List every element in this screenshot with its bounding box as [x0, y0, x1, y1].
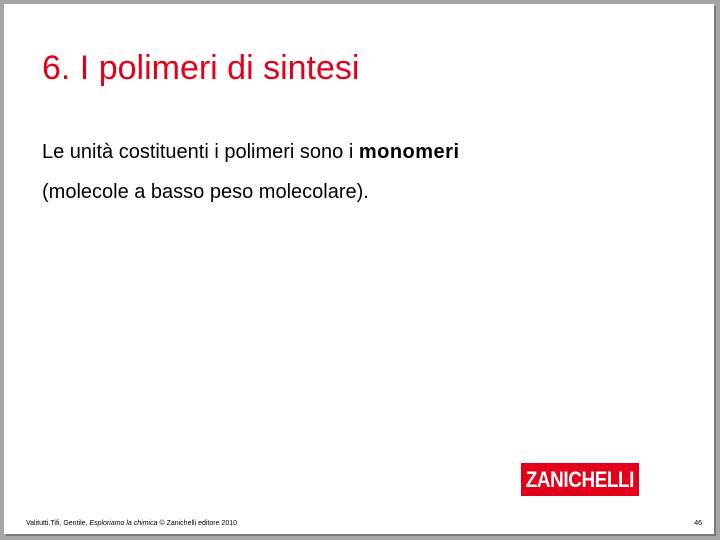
footer-credits [26, 520, 237, 527]
slide [4, 4, 714, 534]
page-number: 46 [694, 520, 702, 527]
slide-body [42, 132, 682, 212]
body-line-1 [42, 132, 682, 172]
body-text-regular: Le unità costituenti i polimeri sono i [42, 141, 359, 163]
footer-book-title: Esploriamo la chimica [89, 520, 158, 527]
slide-title: 6. I polimeri di sintesi [42, 49, 360, 87]
footer-authors: Valitutti,Tifi, Gentile, [26, 520, 90, 527]
footer-copyright: © Zanichelli editore 2010 [157, 520, 237, 527]
logo-text: ZANICHELLI [525, 466, 635, 492]
publisher-logo [521, 463, 639, 496]
body-text-bold-term: monomeri [358, 141, 460, 163]
body-line-2: (molecole a basso peso molecolare). [42, 181, 369, 203]
